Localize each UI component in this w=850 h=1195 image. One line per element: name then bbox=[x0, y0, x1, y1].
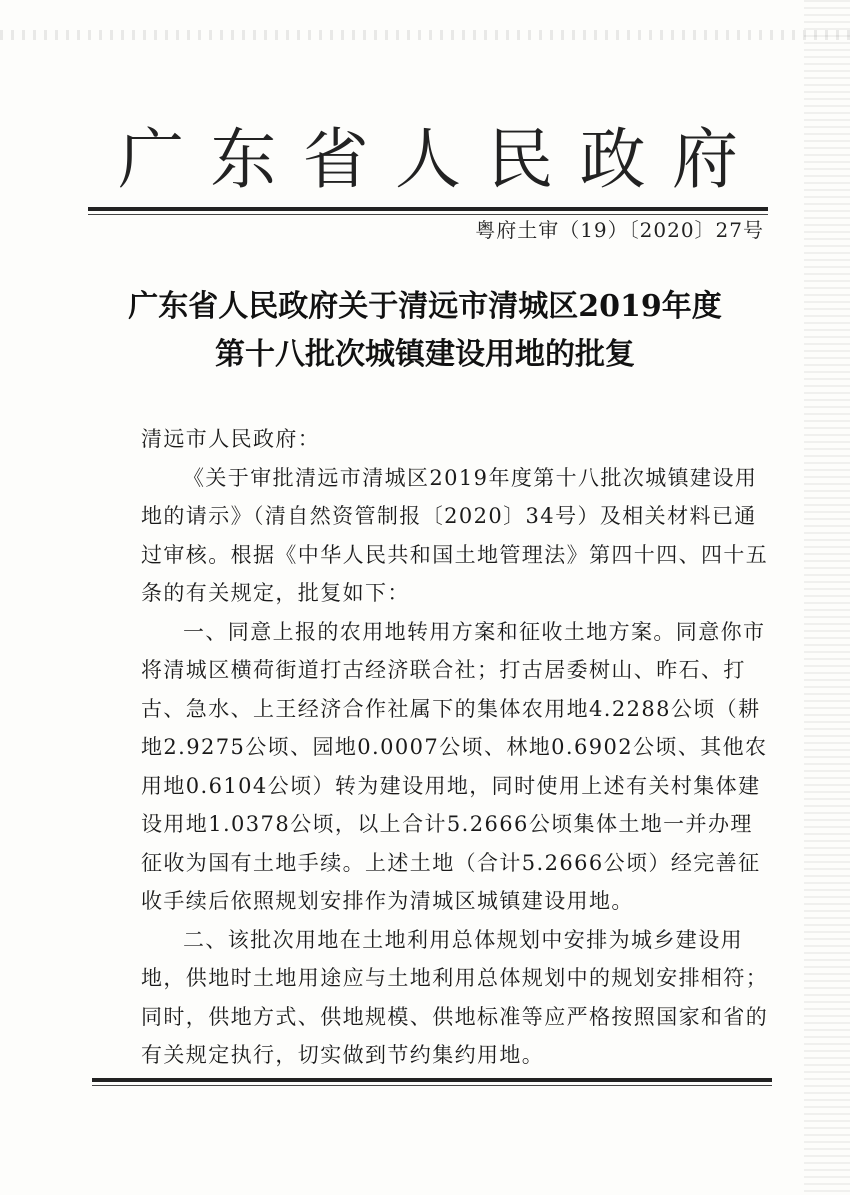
document-number: 粤府土审（19）〔2020〕27号 bbox=[475, 218, 764, 242]
masthead-char: 东 bbox=[210, 120, 277, 198]
footer-rule-thin bbox=[92, 1085, 772, 1086]
scan-noise-right bbox=[804, 0, 850, 1195]
title-line-2: 第十八批次城镇建设用地的批复 bbox=[215, 337, 635, 372]
footer-rule-thick bbox=[92, 1078, 772, 1082]
masthead-char: 人 bbox=[394, 120, 461, 198]
header-rule-thick bbox=[88, 207, 768, 211]
body-paragraph: 一、同意上报的农用地转用方案和征收土地方案。同意你市将清城区横荷街道打古经济联合社；打古居委树山、昨石、打古、急水、上王经济合作社属下的集体农用地4.2288公顷（耕地2.9275公顷、园地0.0007公顷、林地0.6902公顷、其他农用地0.6104公顷）转为建设用地，同时使用上述有关村集体建设用地1.0378公顷，以上合计5.2666公顷集体土地一并办理征收为国有土地手续。上述土地（合计5.2666公顷）经完善征收手续后依照规划安排作为清城区城镇建设用地。 bbox=[141, 619, 768, 913]
masthead-char: 广 bbox=[118, 120, 184, 198]
scan-noise-top bbox=[0, 30, 850, 40]
body-paragraph: 《关于审批清远市清城区2019年度第十八批次城镇建设用地的请示》（清自然资管制报〔2020〕34号）及相关材料已通过审核。根据《中华人民共和国土地管理法》第四十四、四十五条的有关规定，批复如下： bbox=[141, 465, 769, 605]
document-title bbox=[0, 283, 850, 379]
masthead-char: 政 bbox=[579, 120, 646, 198]
masthead-char: 府 bbox=[671, 120, 738, 198]
masthead-char: 民 bbox=[487, 120, 554, 198]
salutation: 清远市人民政府： bbox=[141, 427, 321, 451]
document-body bbox=[141, 420, 775, 1075]
masthead-char: 省 bbox=[302, 120, 369, 198]
title-line-1: 广东省人民政府关于清远市清城区2019年度 bbox=[128, 289, 722, 324]
body-paragraph: 二、该批次用地在土地利用总体规划中安排为城乡建设用地，供地时土地用途应与土地利用总体规划中的规划安排相符；同时，供地方式、供地规模、供地标准等应严格按照国家和省的有关规定执行，切实做到节约集约用地。 bbox=[141, 927, 769, 1067]
masthead-issuer bbox=[118, 108, 738, 198]
